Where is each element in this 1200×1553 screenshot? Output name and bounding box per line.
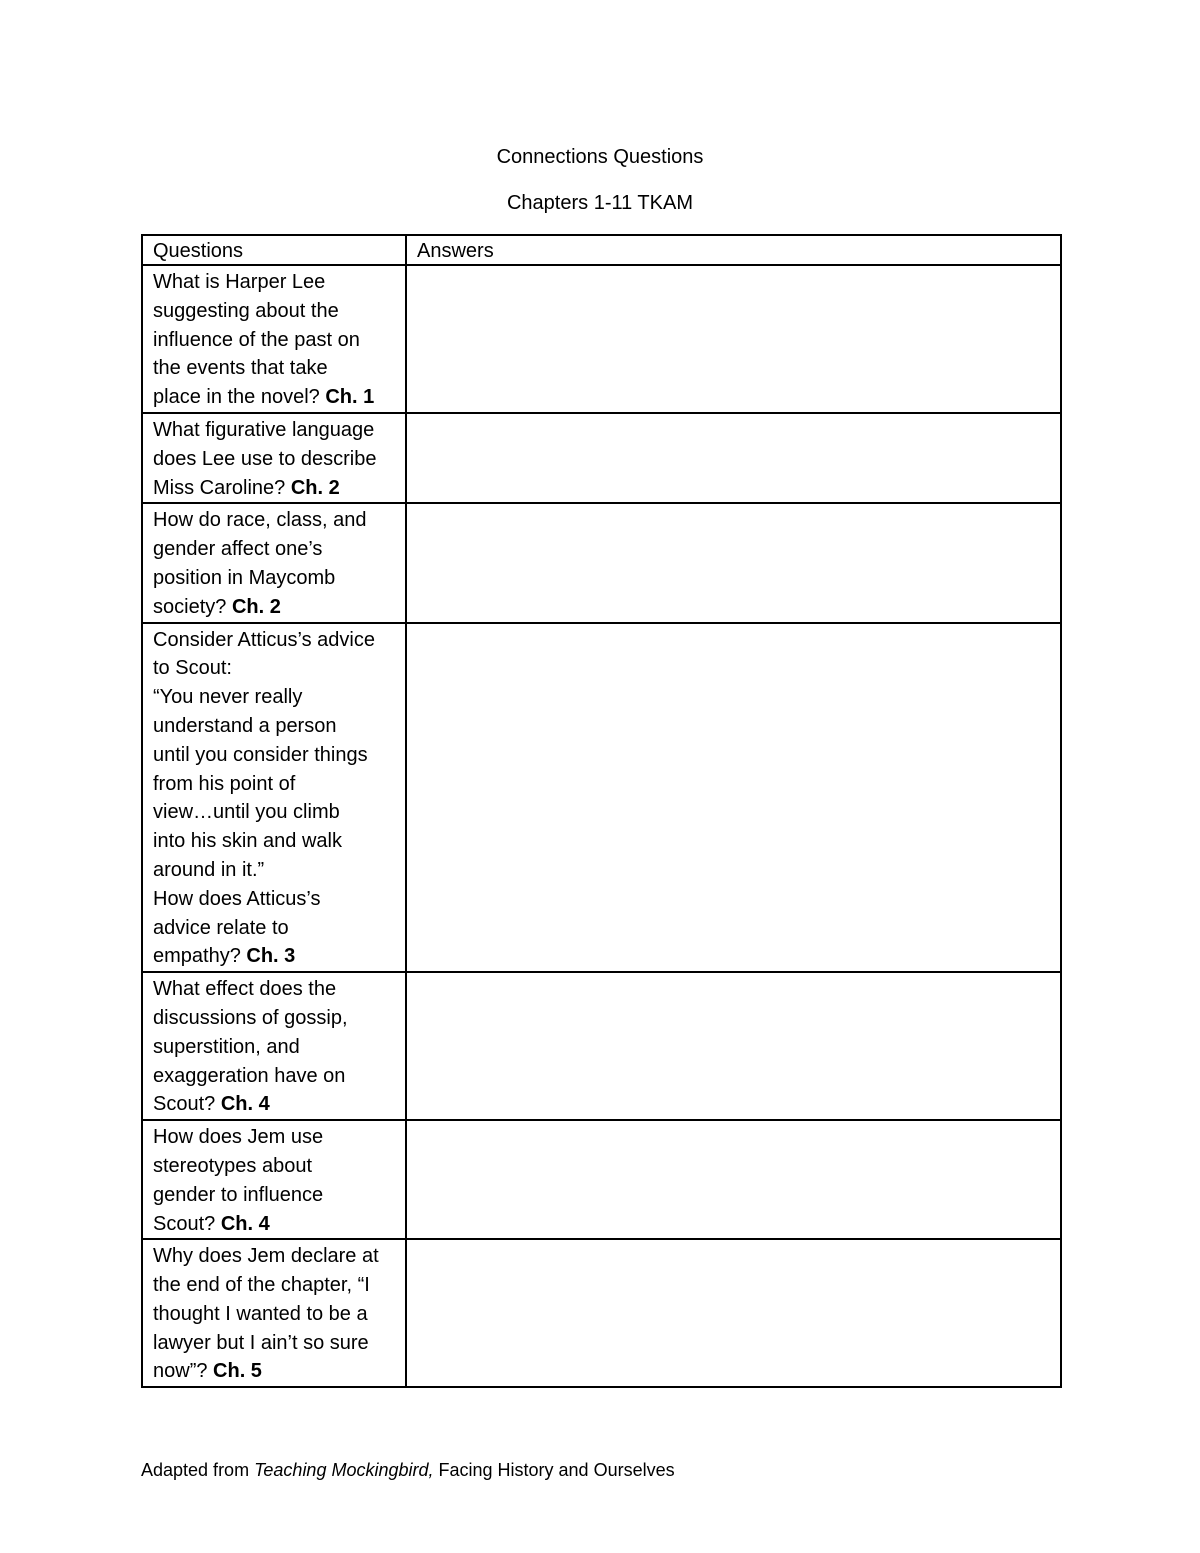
question-text: Why does Jem declare at the end of the chapter, “I thought I wanted to be a lawyer but I ain’t so sure now”? [153, 1245, 379, 1383]
questions-header: Questions [142, 235, 406, 265]
answer-cell[interactable] [406, 623, 1061, 973]
answer-cell[interactable] [406, 265, 1061, 413]
questions-table [141, 234, 1062, 1388]
question-text: What is Harper Lee suggesting about the influence of the past on the events that take place in the novel? [153, 271, 360, 409]
question-cell [142, 413, 406, 503]
table-row [142, 413, 1061, 503]
table-row [142, 503, 1061, 622]
chapter-label: Ch. 4 [220, 1093, 270, 1116]
answer-cell[interactable] [406, 413, 1061, 503]
chapter-label: Ch. 5 [213, 1360, 262, 1383]
table-row [142, 623, 1061, 973]
answer-cell[interactable] [406, 503, 1061, 622]
table-row [142, 972, 1061, 1120]
question-cell [142, 503, 406, 622]
answer-cell[interactable] [406, 1120, 1061, 1239]
answer-cell[interactable] [406, 972, 1061, 1120]
question-cell [142, 1120, 406, 1239]
question-text: What effect does the discussions of gossip, superstition, and exaggeration have on Scout? [153, 978, 348, 1116]
page-subtitle: Chapters 1-11 TKAM [506, 192, 693, 214]
question-cell [142, 1239, 406, 1387]
table-row [142, 265, 1061, 413]
question-text: What figurative language does Lee use to describe Miss Caroline? [153, 418, 377, 499]
table-row [142, 1239, 1061, 1387]
question-cell [142, 265, 406, 413]
question-cell [142, 623, 406, 973]
question-text: How does Jem use stereotypes about gender to influence Scout? [153, 1126, 324, 1235]
footer-prefix: Adapted from [141, 1460, 255, 1480]
page-footer [141, 1458, 675, 1482]
chapter-label: Ch. 4 [220, 1212, 270, 1235]
question-cell [142, 972, 406, 1120]
footer-suffix: Facing History and Ourselves [433, 1460, 675, 1480]
page-title: Connections Questions [496, 146, 704, 168]
chapter-label: Ch. 2 [231, 595, 281, 618]
chapter-label: Ch. 1 [325, 386, 375, 409]
answers-header: Answers [406, 235, 1061, 265]
chapter-label: Ch. 3 [246, 945, 296, 968]
answer-cell[interactable] [406, 1239, 1061, 1387]
footer-book-title: Teaching Mockingbird, [254, 1460, 434, 1480]
table-row [142, 1120, 1061, 1239]
table-header-row [142, 235, 1061, 265]
question-text: Consider Atticus’s advice to Scout: “You never really understand a person until you consider things from his point of view…until you climb into his skin and walk around in it.” How does Atticus’s advice relate to empathy? [153, 628, 375, 968]
chapter-label: Ch. 2 [290, 476, 340, 499]
question-text: How do race, class, and gender affect one’s position in Maycomb society? [153, 509, 367, 618]
